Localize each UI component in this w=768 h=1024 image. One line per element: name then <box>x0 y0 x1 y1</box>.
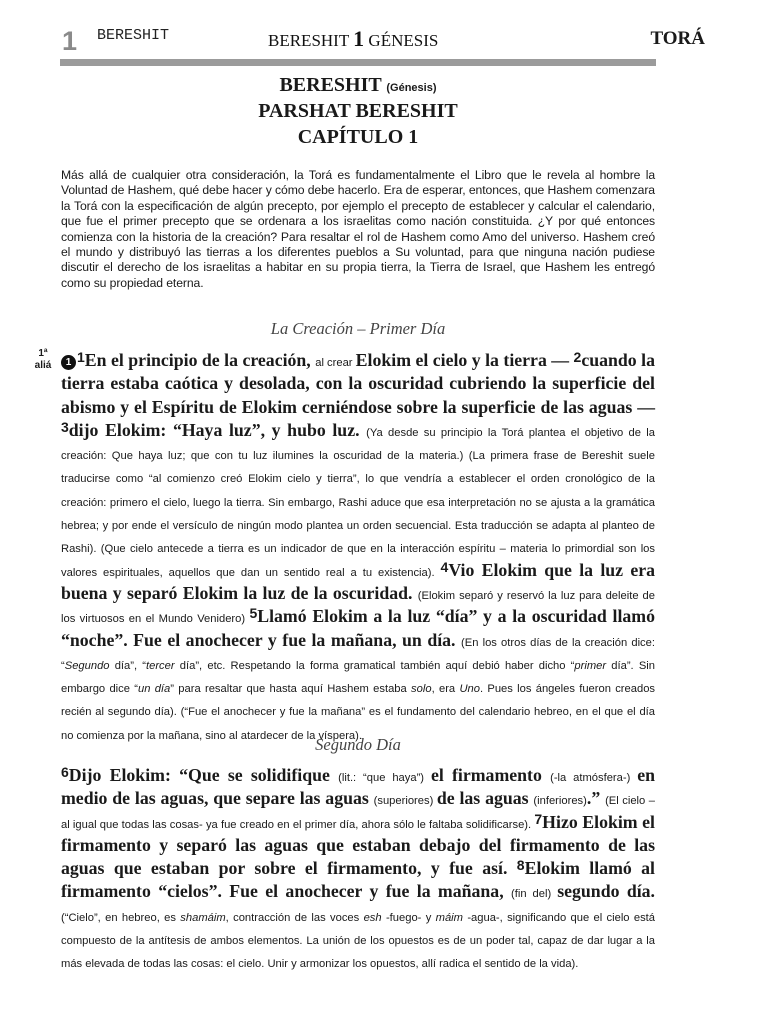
verse-number: 7 <box>534 810 543 827</box>
center-title <box>268 26 438 52</box>
verse-text: Elokim llamó al firmamento “cielos”. Fue el anochecer y fue la mañana, <box>61 858 655 902</box>
verses-day-1 <box>61 350 655 746</box>
commentary-italic: solo <box>411 683 432 696</box>
verse-number: 5 <box>249 605 258 622</box>
verse-text: en medio de las aguas, que separe las aguas <box>61 765 656 809</box>
verse-text: Hizo Elokim el firmamento y separó las aguas que estaban debajo del firmamento de las aguas que estaban por sobre el firmamento, y fue así. <box>61 811 656 879</box>
header-rule <box>60 59 656 66</box>
aliya-number: 1ª <box>38 348 48 359</box>
commentary: (superiores) <box>373 795 437 808</box>
intro-paragraph: Más allá de cualquier otra consideración, la Torá es fundamentalmente el Libro que le revela al hombre la Voluntad de Hashem, qué debe hacer y cómo debe hacerlo. Era de esperar, entonces, que Hashem comenzara la Torá con la especificación de algún precepto, por ejemplo el precepto de establecer y calcular el calendario, que fue el primer precepto que se ordenara a los israelitas como nación constituida. ¿Y por qué entonces comienza con la historia de la creación? Para resaltar el rol de Hashem como Amo del universo. Hashem creó el mundo y distribuyó las tierras a los diferentes pueblos a Su voluntad, para que ninguna nación pudiese discutir el derecho de los israelitas a habitar en su propia tierra, la Tierra de Israel, que Hashem les entregó como su propiedad eterna. <box>61 168 655 290</box>
aliya-marker <box>30 348 56 372</box>
verse-number: 1 <box>77 349 85 365</box>
verse-number: 3 <box>61 418 69 435</box>
commentary-part: , era <box>431 683 460 696</box>
center-title-post: GÉNESIS <box>364 31 439 50</box>
section-title-day-2: Segundo Día <box>315 735 401 754</box>
verse-text: Vio Elokim que la luz era buena y separó Elokim la luz de la oscuridad. <box>61 559 656 603</box>
commentary-part: . Pues los ángeles fueron creados recién al segundo día). (“Fue el anochecer y fue la mañana” es el fundamento del calendario hebreo, en el que el día no comienza por la mañana, sino al atardecer de la víspera). <box>61 683 656 742</box>
commentary-part: día”, “ <box>109 659 146 672</box>
commentary-italic: esh <box>363 911 382 924</box>
center-title-number: 1 <box>353 26 365 51</box>
commentary: (inferiores) <box>533 795 587 808</box>
commentary: (Ya desde su principio la Torá plantea el objetivo de la creación: Que haya luz; que con tu luz ilumines la oscuridad de la materia.) (La primera frase de Bereshit suele traducirse como “al comienzo creó Elokim cielo y tierra”, lo que vendría a establecer el orden cronológico de la creación: primero el cielo, luego la tierra. Sin embargo, Rashi aduce que esa interpretación no se ajusta a la gramática hebrea; y por ende el versículo de ningún modo plantea un orden secuencial. Esta traducción se adapta al planteo de Rashi). (Que cielo antecede a tierra es un indicador de que en la interacción espíritu – materia lo primordial son los valores espirituales, aquellos que dan un sentido real a tu existencia). <box>61 426 655 579</box>
commentary-part: día”. Sin embargo dice “ <box>61 659 655 696</box>
commentary-italic: máim <box>435 911 463 924</box>
running-head: BERESHIT <box>97 27 170 44</box>
commentary-part: -agua-, significando que el cielo está compuesto de la antítesis de ambos elementos. La unión de los opuestos es de un poder tal, capaz de dar lugar a la más elevada de todas las cosas: el cielo. Unir y armonizar los opuestos, allí radica el sentido de la vida). <box>61 911 655 971</box>
verse-text: Elokim el cielo y la tierra — <box>355 350 574 370</box>
commentary-part: (En los otros días de la creación dice: “ <box>61 636 655 672</box>
commentary <box>61 912 655 971</box>
verse-text: segundo día. <box>557 881 655 902</box>
commentary-italic: tercer <box>146 659 175 672</box>
commentary-part: -fuego- y <box>381 911 436 924</box>
commentary: (Elokim separó y reservó la luz para deleite de los virtuosos en el Mundo Venidero) <box>61 589 655 626</box>
verse-text: cuando la tierra estaba caótica y desolada, con la oscuridad cubriendo la superficie del abismo y el Espíritu de Elokim cerniéndose sobre la superficie de las aguas — <box>61 350 655 417</box>
verse-text: En el principio de la creación, <box>84 350 316 370</box>
commentary-part: (“Cielo”, en hebreo, es <box>61 911 181 924</box>
commentary: al crear <box>315 357 356 369</box>
book-title <box>60 72 656 98</box>
verse-number: 4 <box>440 558 449 575</box>
commentary <box>61 637 655 742</box>
verse-text: de las aguas <box>436 788 534 809</box>
right-title: TORÁ <box>650 28 705 49</box>
chapter-title: CAPÍTULO 1 <box>297 126 419 148</box>
commentary-part: ” para resaltar que hasta aquí Hashem estaba <box>170 683 412 696</box>
commentary-italic: Uno <box>459 683 480 696</box>
verse-number: 8 <box>516 857 525 874</box>
verse-number: 2 <box>573 349 582 365</box>
commentary-italic: Segundo <box>64 659 110 672</box>
aliya-label: aliá <box>34 360 52 371</box>
verse-text: .” <box>586 788 606 809</box>
center-title-pre: BERESHIT <box>268 31 354 50</box>
page-number: 1 <box>62 26 78 56</box>
verses-day-2 <box>61 765 655 975</box>
commentary-italic: primer <box>574 659 607 672</box>
commentary: (El cielo –al igual que todas las cosas- ya fue creado en el primer día, ahora sólo le faltaba solidificarse). <box>61 795 655 831</box>
commentary: (lit.: “que haya”) <box>338 772 431 784</box>
section-title-day-1: La Creación – Primer Día <box>270 319 446 338</box>
chapter-titles <box>60 72 656 150</box>
commentary-italic: shamáim <box>180 911 226 924</box>
commentary: (-la atmósfera-) <box>550 772 638 784</box>
verse-text: el firmamento <box>430 765 551 785</box>
commentary-part: día”, etc. Respetando la forma gramatical también aquí debió haber dicho “ <box>174 659 575 672</box>
chapter-marker-icon: 1 <box>61 355 76 370</box>
book-name: BERESHIT <box>279 74 382 96</box>
verse-number: 6 <box>61 764 69 780</box>
verse-text: Dijo Elokim: “Que se solidifique <box>68 765 339 785</box>
commentary: (fin del) <box>511 888 558 901</box>
commentary-part: , contracción de las voces <box>225 911 364 924</box>
parsha-title: PARSHAT BERESHIT <box>258 100 458 122</box>
verse-text: dijo Elokim: “Haya luz”, y hubo luz. <box>68 419 367 440</box>
page-header <box>0 0 768 70</box>
commentary-italic: un día <box>137 683 171 696</box>
book-subtitle: (Génesis) <box>386 82 437 94</box>
verse-text: Llamó Elokim a la luz “día” y a la oscuridad llamó “noche”. Fue el anochecer y fue la mañana, un día. <box>61 606 655 650</box>
